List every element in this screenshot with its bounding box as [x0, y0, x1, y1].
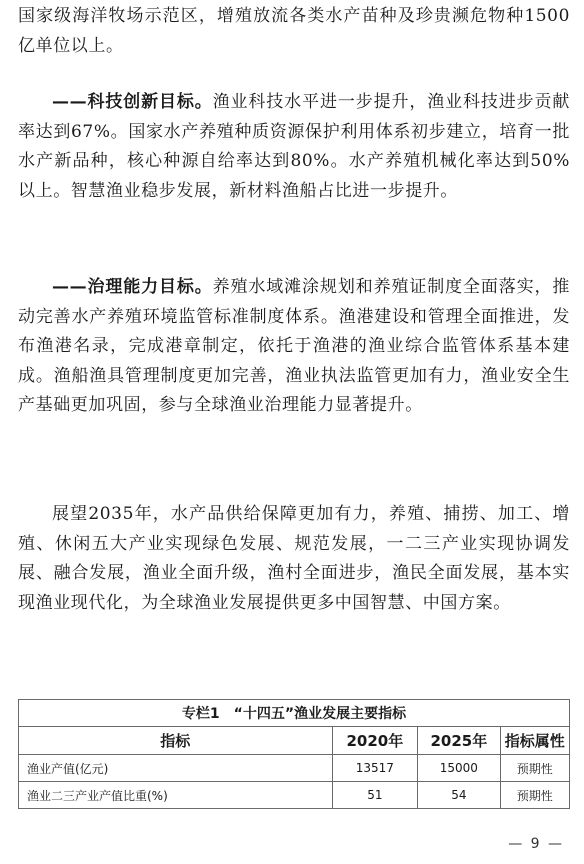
paragraph-governance: [18, 273, 570, 421]
value-2025: 54: [418, 782, 501, 809]
page-number: — 9 —: [508, 836, 564, 852]
paragraph-marine-ranching: [18, 2, 570, 61]
indicator-table: [18, 699, 570, 809]
value-2025: 15000: [418, 755, 501, 782]
paragraph-text: 展望2035年，水产品供给保障更加有力，养殖、捕捞、加工、增殖、休闲五大产业实现绿色发展、规范发展，一二三产业实现协调发展、融合发展，渔业全面升级，渔村全面进步，渔民全面发展，基本实现渔业现代化，为全球渔业发展提供更多中国智慧、中国方案。: [18, 504, 570, 613]
header-indicator: 指标: [19, 727, 333, 755]
table-caption: 专栏1 “十四五”渔业发展主要指标: [19, 700, 570, 727]
paragraph-tech-innovation: [18, 88, 570, 206]
paragraph-outlook-2035: [18, 500, 570, 618]
table-row: [19, 755, 570, 782]
indicator-attribute: 预期性: [500, 755, 569, 782]
header-2020: 2020年: [332, 727, 417, 755]
paragraph-text: 国家级海洋牧场示范区，增殖放流各类水产苗种及珍贵濒危物种1500亿单位以上。: [18, 6, 570, 56]
table-header-row: [19, 727, 570, 755]
header-2025: 2025年: [418, 727, 501, 755]
paragraph-text: 渔业科技水平进一步提升，渔业科技进步贡献率达到67%。国家水产养殖种质资源保护利用体系初步建立，培育一批水产新品种，核心种源自给率达到80%。水产养殖机械化率达到50%以上。智慧渔业稳步发展，新材料渔船占比进一步提升。: [18, 92, 570, 201]
indicator-attribute: 预期性: [500, 782, 569, 809]
indicator-name: 渔业二三产业产值比重(%): [19, 782, 333, 809]
indicator-name: 渔业产值(亿元): [19, 755, 333, 782]
section-heading-tech: ——科技创新目标。: [52, 92, 213, 112]
table-row: [19, 782, 570, 809]
paragraph-text: 养殖水域滩涂规划和养殖证制度全面落实，推动完善水产养殖环境监管标准制度体系。渔港建设和管理全面推进，发布渔港名录，完成港章制定，依托于渔港的渔业综合监管体系基本建成。渔船渔具管理制度更加完善，渔业执法监管更加有力，渔业安全生产基础更加巩固，参与全球渔业治理能力显著提升。: [18, 277, 570, 416]
section-heading-governance: ——治理能力目标。: [52, 277, 213, 297]
value-2020: 51: [332, 782, 417, 809]
value-2020: 13517: [332, 755, 417, 782]
header-attribute: 指标属性: [500, 727, 569, 755]
